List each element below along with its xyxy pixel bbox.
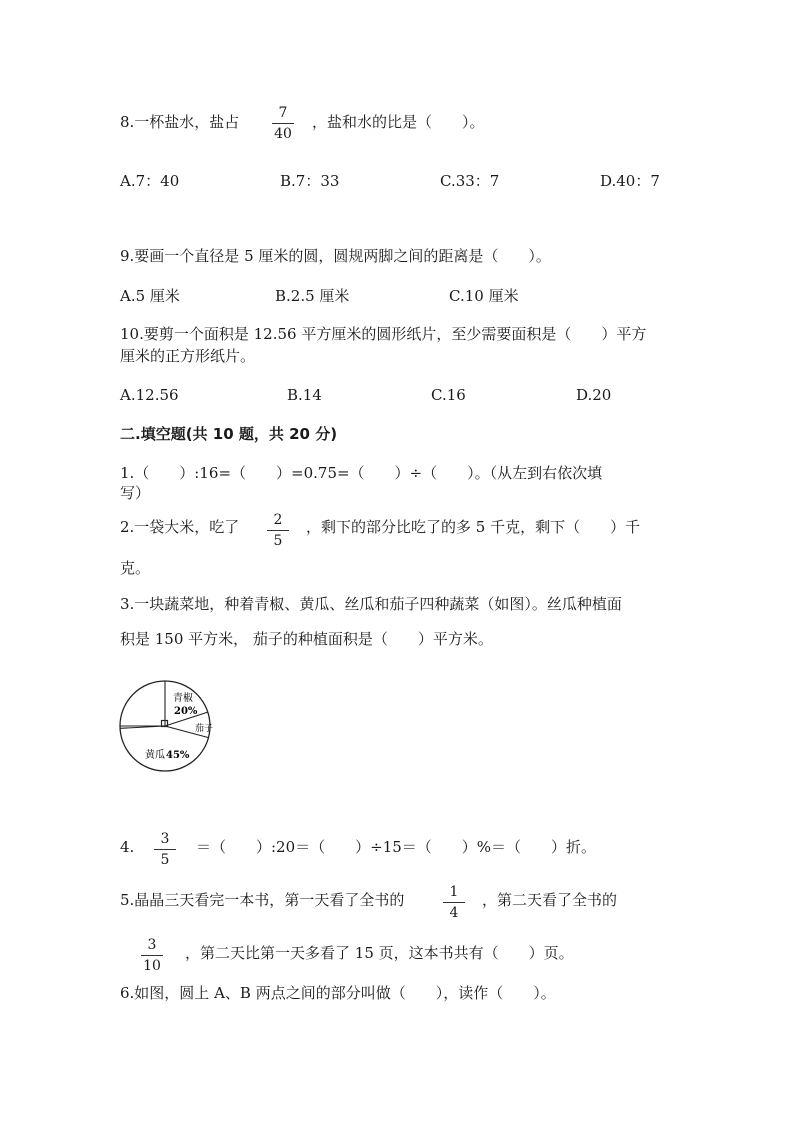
q9-text: 9.要画一个直径是 5 厘米的圆，圆规两脚之间的距离是（ ）。 [120,247,551,265]
f4-fraction-denominator: 5 [160,852,170,868]
f5-text-mid: ，第二天看了全书的 [482,891,618,909]
q10-option-d: D.20 [576,386,612,404]
f2-text-line2: 克。 [120,559,151,577]
pie-value-qingjiao: 20% [174,706,198,717]
pie-label-qingjiao: 青椒 [173,693,193,704]
q8-text-pre: 8.一杯盐水，盐占 [120,113,240,131]
f2-fraction-denominator: 5 [273,533,283,549]
q10-option-b: B.14 [287,386,322,404]
f1-text-line1: 1.（ ）:16=（ ）=0.75=（ ）÷（ ）。（从左到右依次填 [120,464,603,482]
q8-option-b: B.7：33 [280,172,340,190]
q8-text-post: ，盐和水的比是（ ）。 [312,113,485,131]
f2-text-pre: 2.一袋大米，吃了 [120,518,240,536]
fraction-bar [267,530,289,531]
f5-fraction-1 [441,884,467,921]
q8-fraction-denominator: 40 [274,126,292,142]
f5-fraction-2-numerator: 3 [147,937,157,953]
f2-fraction [265,512,291,549]
q10-option-a: A.12.56 [120,386,179,404]
f5-fraction-1-numerator: 1 [449,884,459,900]
pie-label-huanggua: 黄瓜 [145,750,165,761]
q8-fraction [270,105,296,142]
f4-text-post: ＝（ ）:20＝（ ）÷15＝（ ）%＝（ ）折。 [196,838,597,856]
fraction-bar [443,902,465,903]
f5-text-pre: 5.晶晶三天看完一本书，第一天看了全书的 [120,891,405,909]
q8-option-c: C.33：7 [440,172,500,190]
f4-fraction [152,831,178,868]
f2-fraction-numerator: 2 [273,512,283,528]
f5-text-post: ，第二天比第一天多看了 15 页，这本书共有（ ）页。 [185,944,574,962]
f5-fraction-2 [139,937,165,974]
f5-fraction-1-denominator: 4 [449,905,459,921]
q9-option-c: C.10 厘米 [449,287,519,305]
section2-title: 二.填空题(共 10 题，共 20 分) [120,425,338,443]
fraction-bar [154,849,176,850]
f5-fraction-2-denominator: 10 [143,958,161,974]
vegetable-pie-chart [111,677,231,777]
q8-option-a: A.7：40 [120,172,180,190]
q9-option-b: B.2.5 厘米 [275,287,350,305]
pie-value-huanggua: 45% [166,750,190,761]
q8-option-d: D.40：7 [600,172,660,190]
q8-fraction-numerator: 7 [278,105,288,121]
q10-option-c: C.16 [431,386,466,404]
f3-text-line1: 3.一块蔬菜地，种着青椒、黄瓜、丝瓜和茄子四种蔬菜（如图）。丝瓜种植面 [120,595,622,613]
f3-text-line2: 积是 150 平方米， 茄子的种植面积是（ ）平方米。 [120,630,493,648]
pie-label-qiezi: 茄子 [195,724,214,734]
fraction-bar [272,123,294,124]
fraction-bar [141,955,163,956]
f6-text: 6.如图，圆上 A、B 两点之间的部分叫做（ ），读作（ ）。 [120,984,556,1002]
f1-text-line2: 写） [120,484,151,502]
f4-text-pre: 4. [120,838,135,856]
q10-text-line2: 厘米的正方形纸片。 [120,347,256,365]
f2-text-post: ，剩下的部分比吃了的多 5 千克，剩下（ ）千 [306,518,641,536]
q10-text-line1: 10.要剪一个面积是 12.56 平方厘米的圆形纸片，至少需要面积是（ ）平方 [120,325,647,343]
f4-fraction-numerator: 3 [160,831,170,847]
q9-option-a: A.5 厘米 [120,287,180,305]
